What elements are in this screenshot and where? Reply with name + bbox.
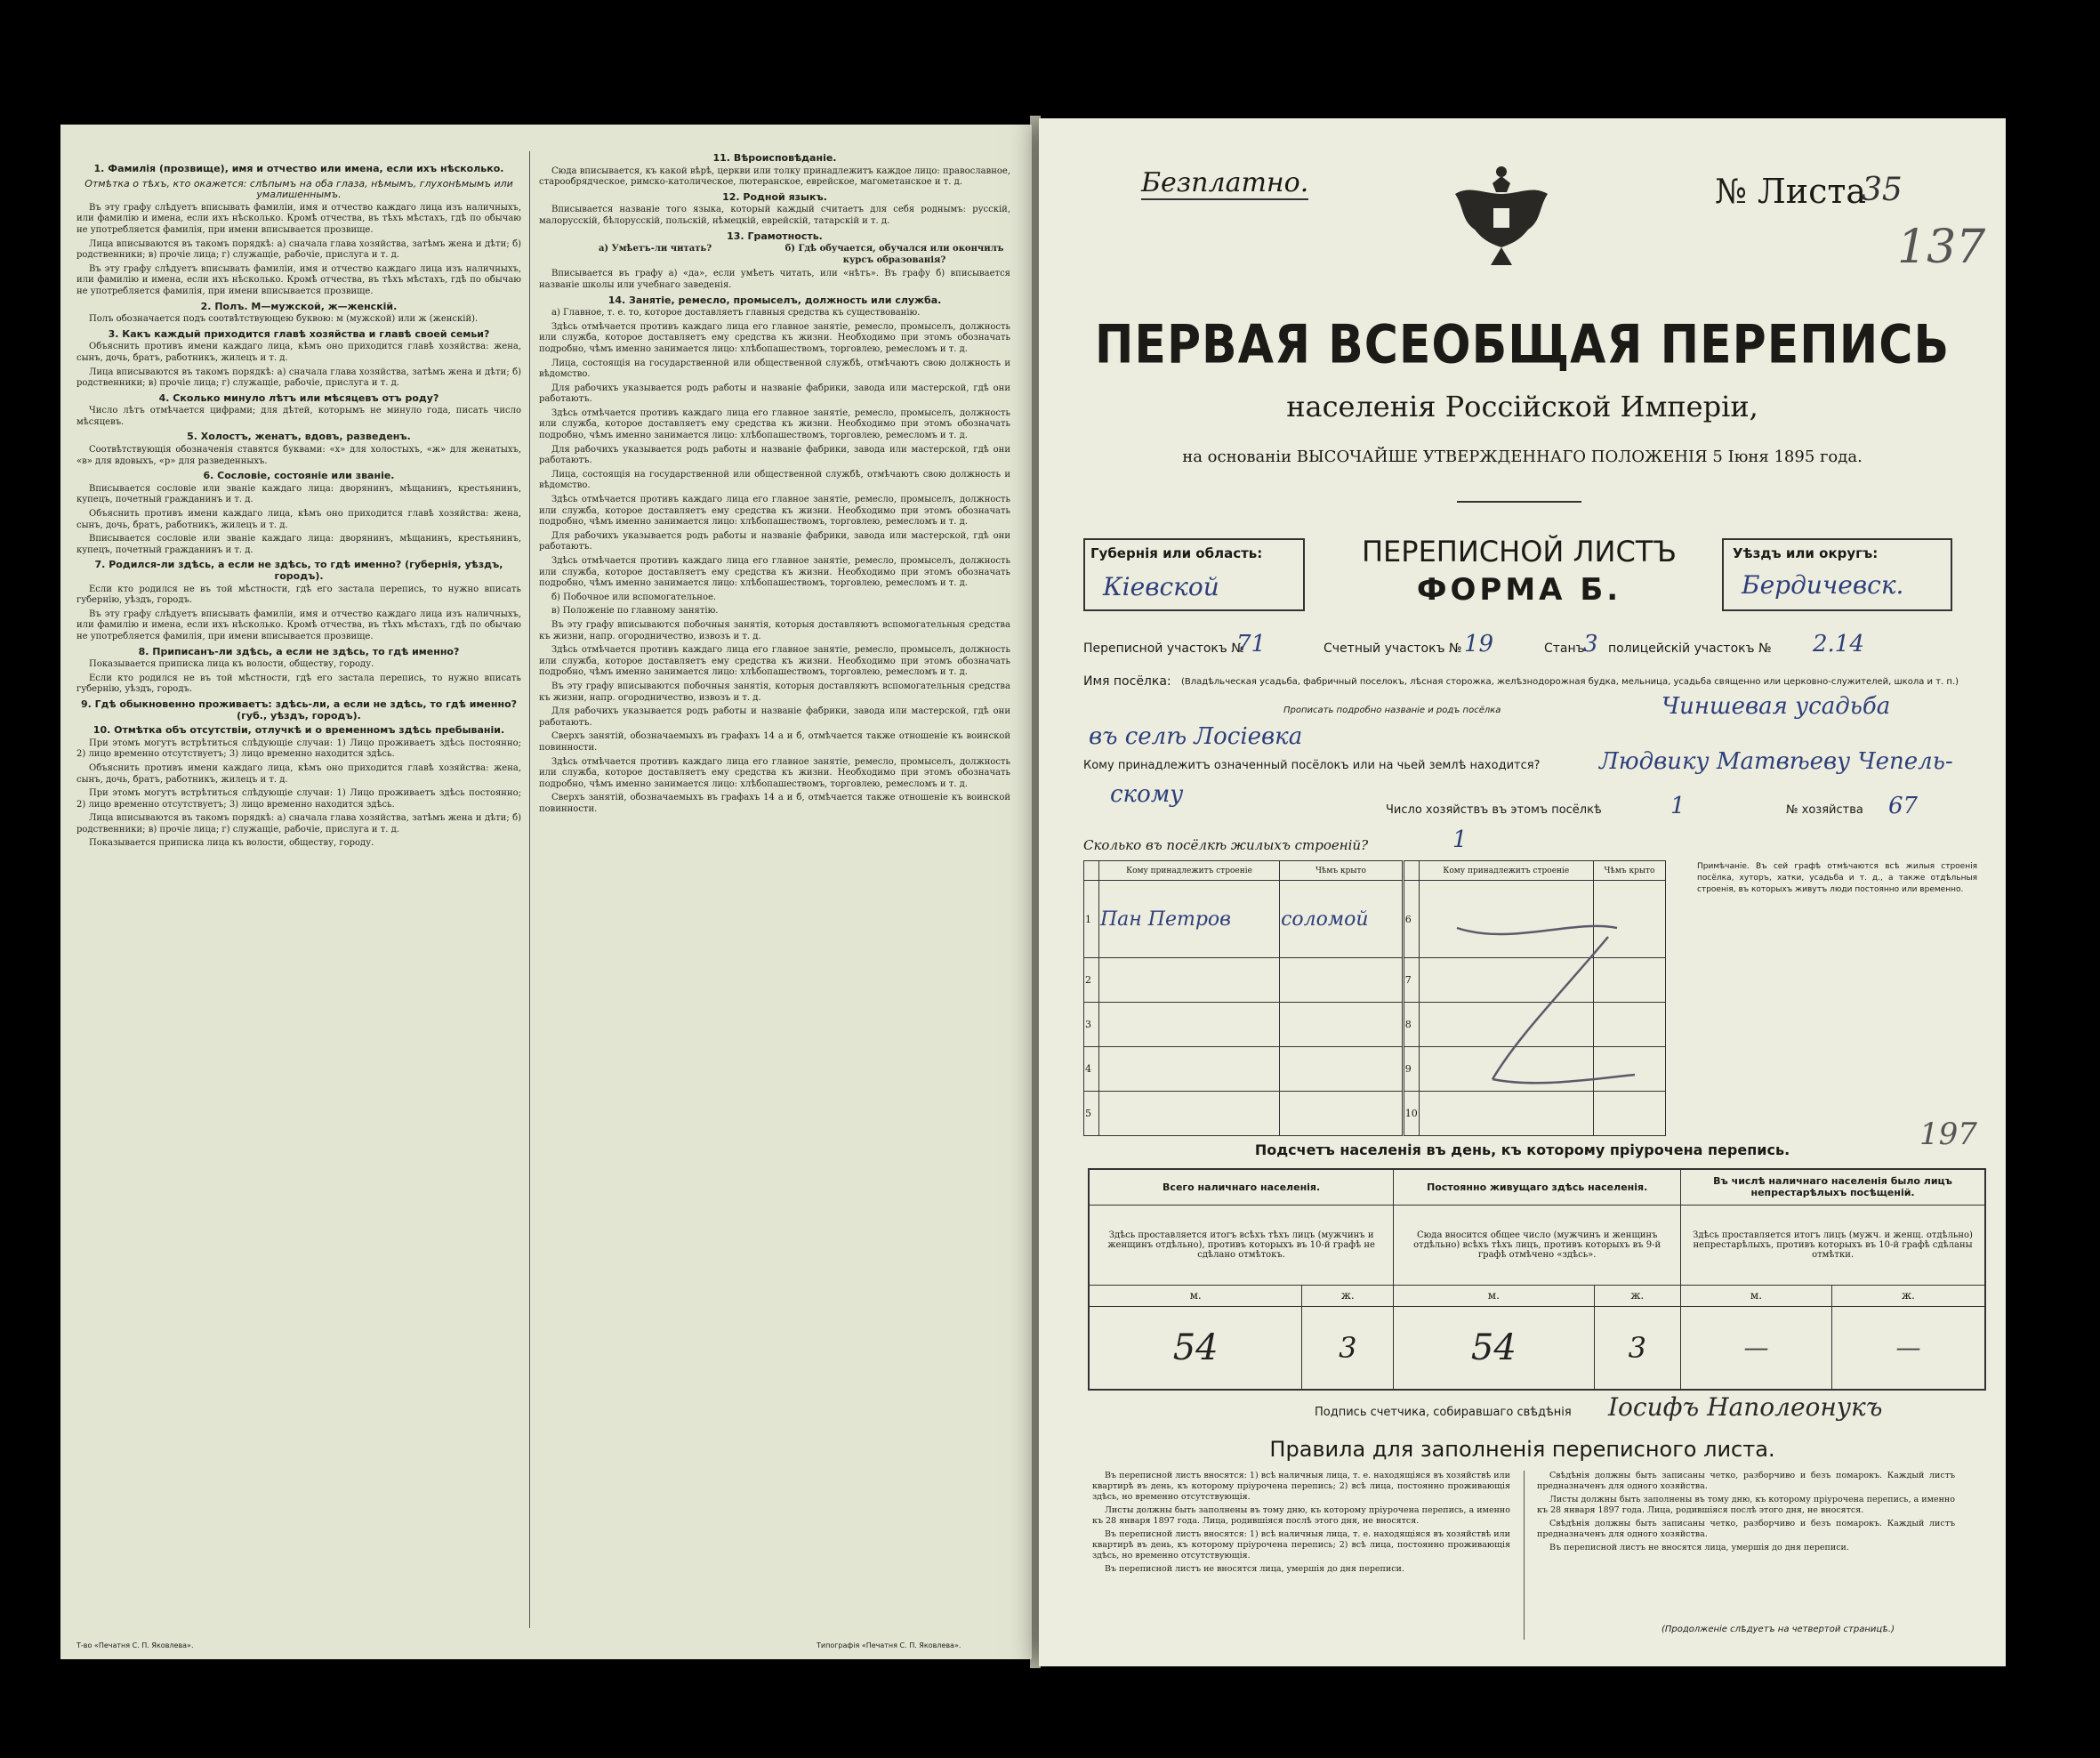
summary-desc: Здѣсь проставляется итогъ лицъ (мужч. и женщ. отдѣльно) непрестарѣлыхъ, противъ которыхъ въ 10-й графѣ сдѣланы отмѣтки. xyxy=(1681,1205,1985,1285)
rules-divider xyxy=(1524,1471,1525,1640)
item-13a-heading: а) Умѣетъ-ли читать? xyxy=(598,244,712,254)
item-7-heading: 7. Родился-ли здѣсь, а если не здѣсь, то гдѣ именно? (губернія, уѣздъ, городъ). xyxy=(94,559,503,582)
column-header: Чѣмъ крыто xyxy=(1280,861,1404,881)
item-2-heading: 2. Полъ. М—мужской, ж—женскій. xyxy=(200,300,398,312)
settlement-hint: (Владѣльческая усадьба, фабричный поселокъ, лѣсная сторожка, желѣзнодорожная будка, мельница, усадьба священно или церковно-служителей, школа и т. п.) xyxy=(1181,677,1959,687)
item-13b-heading: б) Гдѣ обучается, обучался или окончилъ курсъ образованія? xyxy=(784,244,1004,265)
text-paragraph: в) Положеніе по главному занятію. xyxy=(551,606,719,617)
column-header: Кому принадлежитъ строеніе xyxy=(1419,861,1593,881)
left-footer-2: Типографія «Печатня С. П. Яковлева». xyxy=(817,1641,961,1649)
text-paragraph: Для рабочихъ указывается родъ работы и названіе фабрики, завода или мастерской, гдѣ они работаютъ. xyxy=(539,383,1010,405)
rules-column-2 xyxy=(1537,1471,1955,1622)
left-page xyxy=(60,125,1032,1659)
text-paragraph: Сюда вписывается, къ какой вѣрѣ, церкви или толку принадлежитъ каждое лицо: православное, старообрядческое, римско-католическое, лютеранское, еврейское, магометанское и т. д. xyxy=(539,165,1010,188)
row-number: 10 xyxy=(1403,1092,1419,1136)
buildings-value: 1 xyxy=(1452,827,1468,853)
summary-header-present: Всего наличнаго населенія. xyxy=(1089,1169,1394,1205)
text-paragraph: Лица, состоящія на государственной или общественной службѣ, отмѣчаютъ свою должность и вѣдомство. xyxy=(539,358,1010,380)
text-paragraph: Здѣсь отмѣчается противъ каждаго лица его главное занятіе, ремесло, промыселъ, должность или служба, которое доставляетъ ему средства къ жизни. Необходимо при этомъ обозначать подробно, чѣмъ именно занимается лицо: хлѣбопашествомъ, торговлею, ремесломъ и т. д. xyxy=(539,556,1010,589)
text-paragraph: Въ эту графу слѣдуетъ вписывать фамиліи, имя и отчество каждаго лица изъ наличныхъ, или фамилію и имена, если ихъ нѣсколько. Кромѣ отчества, въ тѣхъ мѣстахъ, гдѣ по обычаю не употребляется фамилія, при имени вписывается прозвище. xyxy=(76,609,521,641)
summary-desc: Сюда вносится общее число (мужчинъ и женщинъ отдѣльно) всѣхъ тѣхъ лицъ, противъ которыхъ въ 9-й графѣ отмѣчено «здѣсь». xyxy=(1394,1205,1681,1285)
text-paragraph: Объяснить противъ имени каждаго лица, кѣмъ оно приходится главѣ хозяйства: жена, сынъ, дочь, братъ, работникъ, жилецъ и т. д. xyxy=(76,762,521,785)
count-sector-label: Счетный участокъ № xyxy=(1324,641,1462,656)
column-divider xyxy=(529,151,530,1628)
text-paragraph: Здѣсь отмѣчается противъ каждаго лица его главное занятіе, ремесло, промыселъ, должность или служба, которое доставляетъ ему средства къ жизни. Необходимо при этомъ обозначать подробно, чѣмъ именно занимается лицо: хлѣбопашествомъ, торговлею, ремесломъ и т. д. xyxy=(539,756,1010,789)
police-sector-label: полицейскій участокъ № xyxy=(1608,641,1772,656)
present-male-count: 54 xyxy=(1089,1306,1302,1390)
right-page xyxy=(1039,118,2006,1666)
row-number: 8 xyxy=(1403,1003,1419,1047)
female-header: ж. xyxy=(1302,1285,1394,1306)
rules-paragraph: Свѣдѣнія должны быть записаны четко, разборчиво и безъ помарокъ. Каждый листъ предназначенъ для одного хозяйства. xyxy=(1537,1519,1955,1539)
text-paragraph: Лица вписываются въ такомъ порядкѣ: а) сначала глава хозяйства, затѣмъ жена и дѣти; б) родственники; в) прочіе лица; г) служащіе, рабочіе, прислуга и т. д. xyxy=(76,238,521,261)
text-paragraph: Здѣсь отмѣчается противъ каждаго лица его главное занятіе, ремесло, промыселъ, должность или служба, которое доставляетъ ему средства къ жизни. Необходимо при этомъ обозначать подробно, чѣмъ именно занимается лицо: хлѣбопашествомъ, торговлею, ремесломъ и т. д. xyxy=(539,495,1010,528)
rules-paragraph: Свѣдѣнія должны быть записаны четко, разборчиво и безъ помарокъ. Каждый листъ предназначенъ для одного хозяйства. xyxy=(1537,1471,1955,1491)
buildings-remark: Примѣчаніе. Въ сей графѣ отмѣчаются всѣ жилыя строенія посёлка, хуторъ, хатки, усадьба и т. д., а также отдѣльныя строенія, въ которыхъ живутъ люди постоянно или временно. xyxy=(1697,862,1977,894)
rules-paragraph: Въ переписной листъ вносятся: 1) всѣ наличныя лица, т. е. находящіяся въ хозяйствѣ или квартирѣ въ день, къ которому пріурочена перепись; 2) всѣ лица, постоянно проживающія здѣсь, но временно отсутствующія. xyxy=(1092,1471,1510,1502)
free-label: Безплатно. xyxy=(1141,167,1309,198)
text-paragraph: Показывается приписка лица къ волости, обществу, городу. xyxy=(89,659,374,670)
settlement-note: Прописать подробно названіе и родъ посёлка xyxy=(1283,706,1501,715)
rules-paragraph: Листы должны быть заполнены въ тому дню, къ которому пріурочена перепись, а именно къ 28 января 1897 года. Лица, родившіяся послѣ этого дня, не вносятся. xyxy=(1092,1505,1510,1526)
male-header: м. xyxy=(1394,1285,1594,1306)
sheet-number-label: № Листа xyxy=(1715,172,1867,211)
visitors-female-count: — xyxy=(1831,1306,1985,1390)
buildings-label: Сколько въ посёлкѣ жилыхъ строеній? xyxy=(1083,837,1369,853)
column-header: Кому принадлежитъ строеніе xyxy=(1099,861,1280,881)
text-paragraph: Если кто родился не въ той мѣстности, гдѣ его застала перепись, то нужно вписать губернію, уѣздъ, городъ. xyxy=(76,673,521,695)
item-6-heading: 6. Сословіе, состояніе или званіе. xyxy=(203,470,395,482)
permanent-female-count: 3 xyxy=(1594,1306,1681,1390)
text-paragraph: При этомъ могутъ встрѣтиться слѣдующіе случаи: 1) Лицо проживаетъ здѣсь постоянно; 2) лицо временно отсутствуетъ; 3) лицо временно находится здѣсь. xyxy=(76,788,521,810)
text-paragraph: а) Главное, т. е. то, которое доставляетъ главныя средства къ существованію. xyxy=(551,308,921,319)
owner-value: Людвику Матвѣеву Чепель- xyxy=(1599,748,1953,775)
row-number: 6 xyxy=(1403,881,1419,958)
text-paragraph: Въ эту графу слѣдуетъ вписывать фамиліи, имя и отчество каждаго лица изъ наличныхъ, или фамилію и имена, если ихъ нѣсколько. Кромѣ отчества, въ тѣхъ мѣстахъ, гдѣ по обычаю не употребляется фамилія, при имени вписывается прозвище. xyxy=(76,263,521,296)
item-1-note: Отмѣтка о тѣхъ, кто окажется: слѣпымъ на оба глаза, нѣмымъ, глухонѣмымъ или умалишеннымъ. xyxy=(84,177,513,201)
population-summary-table xyxy=(1088,1168,1986,1391)
text-paragraph: Если кто родился не въ той мѣстности, гдѣ его застала перепись, то нужно вписать губернію, уѣздъ, городъ. xyxy=(76,584,521,606)
owner-label: Кому принадлежитъ означенный посёлокъ или на чьей землѣ находится? xyxy=(1083,759,1541,772)
sheet-number-value: 35 xyxy=(1862,172,1903,208)
text-paragraph: б) Побочное или вспомогательное. xyxy=(551,592,717,602)
left-column-1 xyxy=(76,160,521,1637)
building-owner: Пан Петров xyxy=(1099,881,1280,958)
text-paragraph: Соотвѣтствующія обозначенія ставятся буквами: «х» для холостыхъ, «ж» для женатыхъ, «в» для вдовыхъ, «р» для разведенныхъ. xyxy=(76,445,521,466)
row-number: 7 xyxy=(1403,958,1419,1003)
rules-paragraph: Въ переписной листъ вносятся: 1) всѣ наличныя лица, т. е. находящіяся въ хозяйствѣ или квартирѣ въ день, къ которому пріурочена перепись; 2) всѣ лица, постоянно проживающія здѣсь, но временно отсутствующія. xyxy=(1092,1529,1510,1560)
household-number-label: № хозяйства xyxy=(1786,803,1863,817)
visitors-male-count: — xyxy=(1681,1306,1832,1390)
stan-value: 3 xyxy=(1583,631,1598,657)
count-sector-value: 19 xyxy=(1464,631,1494,657)
owner-value-2: скому xyxy=(1110,781,1184,808)
item-12-heading: 12. Родной языкъ. xyxy=(722,190,827,203)
left-column-2 xyxy=(539,149,1010,1637)
row-number: 3 xyxy=(1084,1003,1099,1047)
summary-header-permanent: Постоянно живущаго здѣсь населенія. xyxy=(1394,1169,1681,1205)
police-sector-value: 2.14 xyxy=(1813,631,1864,657)
item-4-heading: 4. Сколько минуло лѣтъ или мѣсяцевъ отъ роду? xyxy=(158,391,439,404)
settlement-value-2: въ селѣ Лосіевка xyxy=(1089,723,1303,750)
households-value: 1 xyxy=(1670,793,1686,819)
imperial-eagle-emblem xyxy=(1448,158,1555,274)
text-paragraph: Для рабочихъ указывается родъ работы и названіе фабрики, завода или мастерской, гдѣ они работаютъ. xyxy=(539,530,1010,552)
text-paragraph: Объяснить противъ имени каждаго лица, кѣмъ оно приходится главѣ хозяйства: жена, сынъ, дочь, братъ, работникъ, жилецъ и т. д. xyxy=(76,509,521,530)
rules-paragraph: Въ переписной листъ не вносятся лица, умершія до дня переписи. xyxy=(1549,1543,1849,1552)
summary-title: Подсчетъ населенія въ день, къ которому пріурочена перепись. xyxy=(1254,1141,1790,1158)
item-5-heading: 5. Холостъ, женатъ, вдовъ, разведенъ. xyxy=(187,431,411,443)
permanent-male-count: 54 xyxy=(1394,1306,1594,1390)
census-sector-value: 71 xyxy=(1236,631,1267,657)
summary-header-visitors: Въ числѣ наличнаго населенія было лицъ непрестарѣлыхъ посѣщеній. xyxy=(1681,1169,1985,1205)
item-10-heading: 10. Отмѣтка объ отсутствіи, отлучкѣ и о временномъ здѣсь пребываніи. xyxy=(93,724,505,737)
rules-column-1 xyxy=(1092,1471,1510,1644)
text-paragraph: Здѣсь отмѣчается противъ каждаго лица его главное занятіе, ремесло, промыселъ, должность или служба, которое доставляетъ ему средства къ жизни. Необходимо при этомъ обозначать подробно, чѣмъ именно занимается лицо: хлѣбопашествомъ, торговлею, ремесломъ и т. д. xyxy=(539,321,1010,354)
building-roof: соломой xyxy=(1280,881,1404,958)
gubernia-value: Кіевской xyxy=(1103,572,1219,601)
item-11-heading: 11. Вѣроисповѣданіе. xyxy=(712,152,837,164)
rules-continuation: (Продолженіе слѣдуетъ на четвертой страницѣ.) xyxy=(1661,1625,1895,1634)
page-title: ПЕРВАЯ ВСЕОБЩАЯ ПЕРЕПИСЬ xyxy=(1094,314,1951,376)
row-number: 9 xyxy=(1403,1047,1419,1092)
female-header: ж. xyxy=(1831,1285,1985,1306)
page-subtitle: населенія Россійской Имперіи, xyxy=(1286,390,1758,423)
uezd-box xyxy=(1722,538,1952,611)
item-3-heading: 3. Какъ каждый приходится главѣ хозяйства и главѣ своей семьи? xyxy=(108,327,490,340)
rules-paragraph: Листы должны быть заполнены въ тому дню, къ которому пріурочена перепись, а именно къ 28 января 1897 года. Лица, родившіяся послѣ этого дня, не вносятся. xyxy=(1537,1495,1955,1515)
text-paragraph: Вписывается въ графу а) «да», если умѣетъ читать, или «нѣтъ». Въ графу б) вписывается названіе школы или учебнаго заведенія. xyxy=(539,269,1010,290)
text-paragraph: Сверхъ занятій, обозначаемыхъ въ графахъ 14 а и б, отмѣчается также отношеніе къ воинской повинности. xyxy=(539,731,1010,753)
text-paragraph: Вписывается сословіе или званіе каждаго лица: дворянинъ, мѣщанинъ, крестьянинъ, купецъ, почетный гражданинъ и т. д. xyxy=(76,534,521,555)
uezd-label: Уѣздъ или округъ: xyxy=(1733,545,1879,561)
sheet-number-handwritten: 137 xyxy=(1897,221,1986,274)
text-paragraph: Число лѣтъ отмѣчается цифрами; для дѣтей, которымъ не минуло года, писать число мѣсяцевъ. xyxy=(76,406,521,427)
signature-label: Подпись счетчика, собиравшаго свѣдѣнія xyxy=(1315,1406,1572,1419)
settlement-value: Чиншевая усадьба xyxy=(1661,693,1891,720)
present-female-count: 3 xyxy=(1302,1306,1394,1390)
legal-basis: на основаніи ВЫСОЧАЙШЕ УТВЕРЖДЕННАГО ПОЛОЖЕНІЯ 5 Іюня 1895 года. xyxy=(1182,448,1863,466)
rules-title: Правила для заполненія переписного листа. xyxy=(1269,1437,1775,1462)
female-header: ж. xyxy=(1594,1285,1681,1306)
row-number: 5 xyxy=(1084,1092,1099,1136)
pencil-strikeout xyxy=(1439,901,1653,1115)
item-1-heading: 1. Фамилія (прозвище), имя и отчество или имена, если ихъ нѣсколько. xyxy=(93,163,504,174)
text-paragraph: Въ эту графу вписываются побочныя занятія, которыя доставляютъ вспомогательныя средства къ жизни, напр. огородничество, извозъ и т. д. xyxy=(539,619,1010,641)
uezd-value: Бердичевск. xyxy=(1742,570,1904,600)
gubernia-label: Губернія или область: xyxy=(1090,545,1263,561)
text-paragraph: Полъ обозначается подъ соотвѣтствующею буквою: м (мужской) или ж (женскій). xyxy=(89,314,479,325)
item-13-heading: 13. Грамотность. xyxy=(727,230,823,242)
stan-label: Станъ xyxy=(1544,641,1585,656)
summary-desc: Здѣсь проставляется итогъ всѣхъ тѣхъ лицъ (мужчинъ и женщинъ отдѣльно), противъ которыхъ въ 10-й графѣ не сдѣлано отмѣтокъ. xyxy=(1089,1205,1394,1285)
text-paragraph: Вписывается сословіе или званіе каждаго лица: дворянинъ, мѣщанинъ, крестьянинъ, купецъ, почетный гражданинъ и т. д. xyxy=(76,483,521,505)
divider xyxy=(1457,501,1581,503)
row-number: 4 xyxy=(1084,1047,1099,1092)
text-paragraph: Объяснить противъ имени каждаго лица, кѣмъ оно приходится главѣ хозяйства: жена, сынъ, дочь, братъ, работникъ, жилецъ и т. д. xyxy=(76,342,521,363)
row-number: 2 xyxy=(1084,958,1099,1003)
text-paragraph: Вписывается названіе того языка, который каждый считаетъ для себя роднымъ: русскій, малорусскій, бѣлорусскій, польскій, нѣмецкій, еврейскій, татарскій и т. д. xyxy=(539,205,1010,226)
column-header: Чѣмъ крыто xyxy=(1593,861,1665,881)
text-paragraph: При этомъ могутъ встрѣтиться слѣдующіе случаи: 1) Лицо проживаетъ здѣсь постоянно; 2) лицо временно отсутствуетъ; 3) лицо временно находится здѣсь. xyxy=(76,738,521,760)
settlement-label: Имя посёлка: xyxy=(1083,674,1171,689)
form-name: ФОРМА Б. xyxy=(1416,572,1622,608)
row-number: 1 xyxy=(1084,881,1099,958)
enumerator-signature: Іосифъ Наполеонукъ xyxy=(1608,1392,1883,1422)
text-paragraph: Здѣсь отмѣчается противъ каждаго лица его главное занятіе, ремесло, промыселъ, должность или служба, которое доставляетъ ему средства къ жизни. Необходимо при этомъ обозначать подробно, чѣмъ именно занимается лицо: хлѣбопашествомъ, торговлею, ремесломъ и т. д. xyxy=(539,407,1010,441)
item-14-heading: 14. Занятіе, ремесло, промыселъ, должность или служба. xyxy=(607,294,942,306)
margin-handwritten-number: 197 xyxy=(1919,1117,1977,1152)
text-paragraph: Для рабочихъ указывается родъ работы и названіе фабрики, завода или мастерской, гдѣ они работаютъ. xyxy=(539,444,1010,466)
male-header: м. xyxy=(1681,1285,1832,1306)
item-9-heading: 9. Гдѣ обыкновенно проживаетъ: здѣсь-ли, а если не здѣсь, то гдѣ именно? (губ., уѣздъ, городъ). xyxy=(80,698,518,722)
household-number-value: 67 xyxy=(1888,793,1919,819)
text-paragraph: Лица вписываются въ такомъ порядкѣ: а) сначала глава хозяйства, затѣмъ жена и дѣти; б) родственники; в) прочіе лица; г) служащіе, рабочіе, прислуга и т. д. xyxy=(76,367,521,389)
male-header: м. xyxy=(1089,1285,1302,1306)
text-paragraph: Въ эту графу вписываются побочныя занятія, которыя доставляютъ вспомогательныя средства къ жизни, напр. огородничество, извозъ и т. д. xyxy=(539,681,1010,703)
left-footer: Т-во «Печатня С. П. Яковлева». xyxy=(76,1641,194,1649)
form-title: ПЕРЕПИСНОЙ ЛИСТЪ xyxy=(1361,535,1678,569)
census-sector-label: Переписной участокъ № xyxy=(1083,641,1244,656)
rules-paragraph: Въ переписной листъ не вносятся лица, умершія до дня переписи. xyxy=(1105,1564,1404,1574)
text-paragraph: Лица, состоящія на государственной или общественной службѣ, отмѣчаютъ свою должность и вѣдомство. xyxy=(539,469,1010,491)
item-8-heading: 8. Приписанъ-ли здѣсь, а если не здѣсь, то гдѣ именно? xyxy=(138,645,460,657)
text-paragraph: Сверхъ занятій, обозначаемыхъ въ графахъ 14 а и б, отмѣчается также отношеніе къ воинской повинности. xyxy=(539,793,1010,814)
text-paragraph: Здѣсь отмѣчается противъ каждаго лица его главное занятіе, ремесло, промыселъ, должность или служба, которое доставляетъ ему средства къ жизни. Необходимо при этомъ обозначать подробно, чѣмъ именно занимается лицо: хлѣбопашествомъ, торговлею, ремесломъ и т. д. xyxy=(539,645,1010,678)
text-paragraph: Лица вписываются въ такомъ порядкѣ: а) сначала глава хозяйства, затѣмъ жена и дѣти; б) родственники; в) прочіе лица; г) служащіе, рабочіе, прислуга и т. д. xyxy=(76,813,521,835)
households-label: Число хозяйствъ въ этомъ посёлкѣ xyxy=(1386,803,1602,817)
text-paragraph: Въ эту графу слѣдуетъ вписывать фамиліи, имя и отчество каждаго лица изъ наличныхъ, или фамилію и имена, если ихъ нѣсколько. Кромѣ отчества, въ тѣхъ мѣстахъ, гдѣ по обычаю не употребляется фамилія, при имени вписывается прозвище. xyxy=(76,202,521,235)
gubernia-box xyxy=(1083,538,1305,611)
text-paragraph: Показывается приписка лица къ волости, обществу, городу. xyxy=(89,838,374,849)
text-paragraph: Для рабочихъ указывается родъ работы и названіе фабрики, завода или мастерской, гдѣ они работаютъ. xyxy=(539,706,1010,728)
